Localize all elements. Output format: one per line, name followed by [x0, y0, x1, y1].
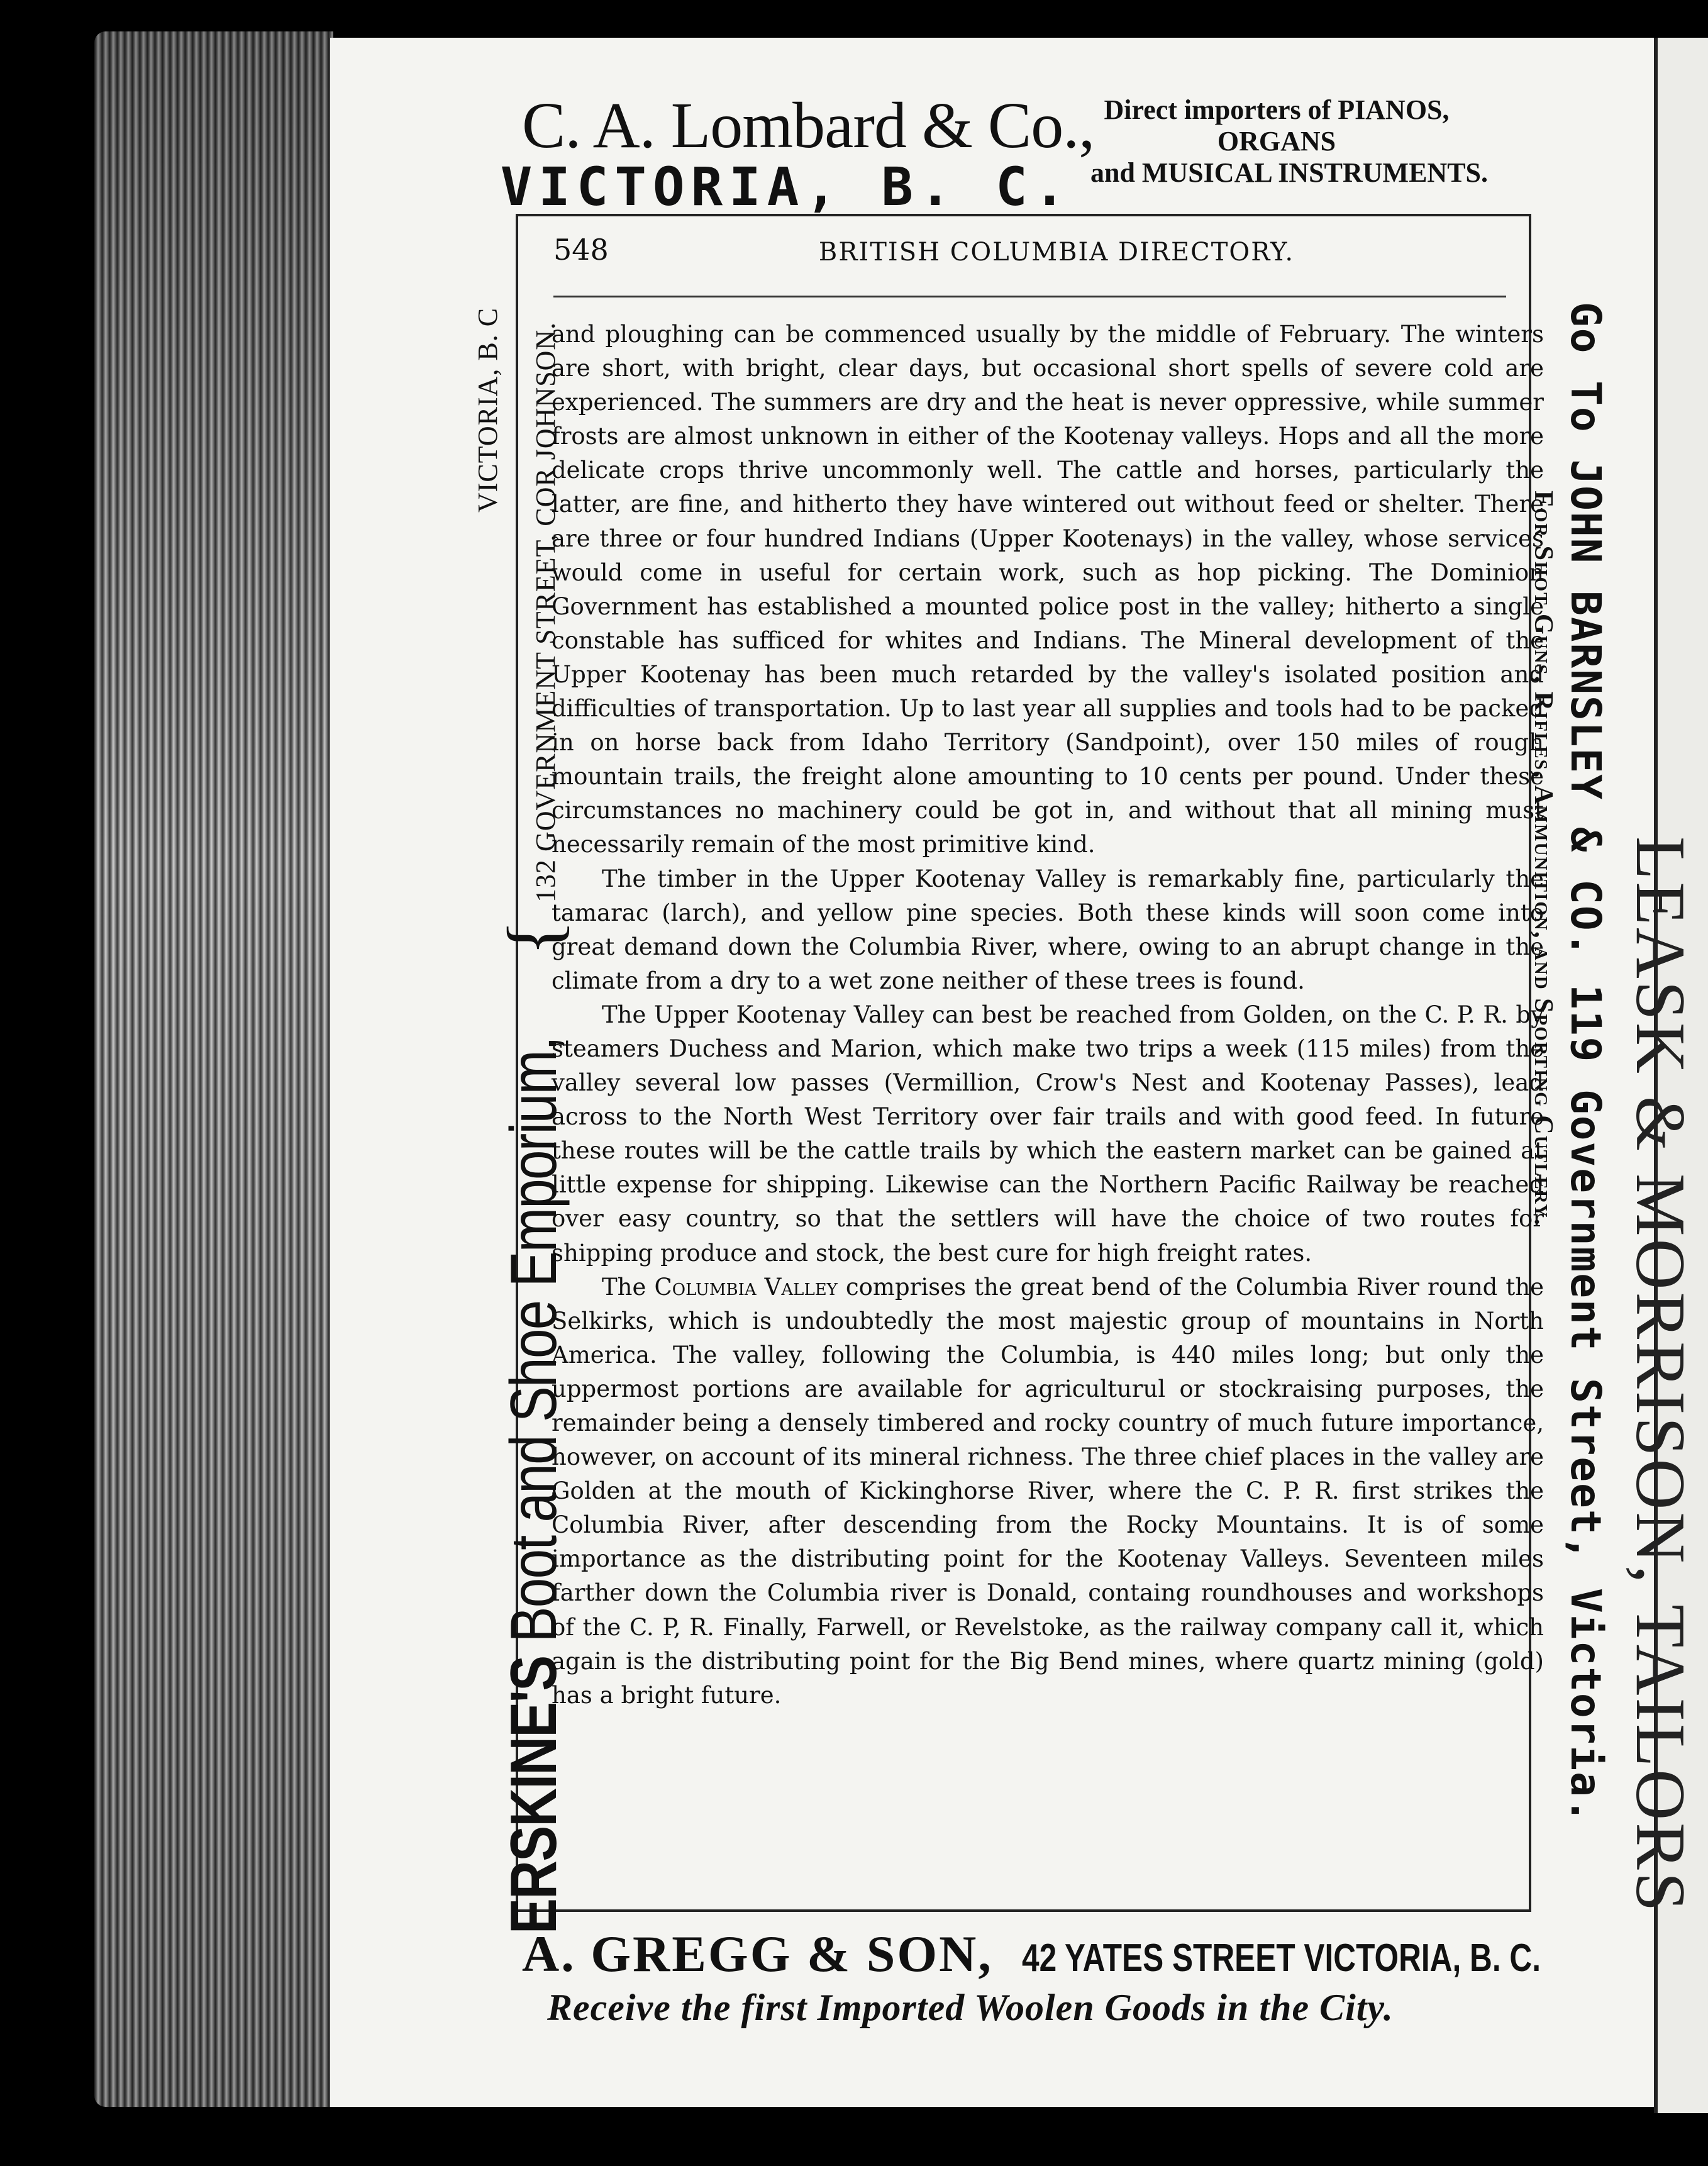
paragraph-3: The Upper Kootenay Valley can best be reached from Golden, on the C. P. R. by steamers Duchess and Marion, which make two trips a week (115 miles) from the valley several low passes (Vermillion, Crow's Nest and Kootenay Passes), lead across to the North West Territory over fair trails and with good feed. In future these routes will be the cattle trails by which the eastern market can be gained at little expense for shipping. Likewise can the Northern Pacific Railway be reached over easy country, so that the settlers will have the choice of two routes for shipping produce and stock, the best cure for high freight rates. — [552, 1001, 1544, 1267]
erskine-name-bold: ERSKINE'S — [497, 1656, 570, 1934]
lombard-line-1: Direct importers of PIANOS, ORGANS — [1104, 94, 1450, 157]
erskine-address: 132 GOVERNMENT STREET, COR JOHNSON. — [530, 321, 561, 903]
lombard-city: VICTORIA, B. C. — [500, 156, 1072, 218]
header-rule — [553, 296, 1506, 297]
gregg-advertisement — [522, 1924, 1553, 2028]
erskine-city: VICTORIA, B. C — [472, 307, 503, 513]
running-head: BRITISH COLUMBIA DIRECTORY. — [818, 238, 1295, 267]
erskine-brace: { — [492, 919, 575, 956]
erskine-name — [497, 1037, 572, 1934]
barnsley-line-2: For Shot Guns, Rifles, Ammunition, and Sporting Cutlery. — [1529, 491, 1558, 1227]
barnsley-advertisement — [1484, 302, 1610, 2126]
lombard-firm-name: C. A. Lombard & Co., — [522, 89, 1095, 162]
paragraph-4-text: comprises the great bend of the Columbia River round the Selkirks, which is undoubtedly the most majestic group of mountains in North America. The valley, following the Columbia, is 440 miles long; but only the uppermost portions are available for agriculturul or stockraising purposes, the remainder being a densely timbered and rocky country of much future importance, however, on account of its mineral richness. The three chief places in the valley are Golden at the mouth of Kickinghorse River, where the C. P. R. first strikes the Columbia River, after descending from the Rocky Mountains. It is of some importance as the distributing point for the Kootenay Valleys. Seventeen miles farther down the Columbia river is Donald, containg roundhouses and workshops of the C. P, R. Finally, Farwell, or Revelstoke, as the railway company call it, which again is the distributing point for the Big Bend mines, where quartz mining (gold) has a bright future. — [552, 1273, 1544, 1709]
gregg-tagline: Receive the first Imported Woolen Goods in the City. — [547, 1987, 1394, 2028]
barnsley-line-1: Go To JOHN BARNSLEY & CO. 119 Government Street, Victoria. — [1561, 302, 1610, 1824]
gregg-address: 42 YATES STREET VICTORIA, B. C. — [1022, 1936, 1541, 1980]
erskine-advertisement — [472, 173, 623, 1934]
page-number: 548 — [553, 233, 609, 267]
lombard-line-2: and MUSICAL INSTRUMENTS. — [1090, 157, 1489, 188]
erskine-name-rest: Boot and Shoe Emporium, — [497, 1036, 570, 1643]
lombard-importers-text — [1050, 94, 1503, 189]
paragraph-1: and ploughing can be commenced usually by the middle of February. The winters are short, with bright, clear days, but occasional short spells of severe cold are experienced. The summers are dry and the heat is never oppressive, while summer frosts are almost unknown in either of the Kootenay valleys. Hops and all the more delicate crops thrive uncommonly well. The cattle and horses, particularly the latter, are fine, and hitherto they have wintered out without feed or shelter. There are three or four hundred Indians (Upper Kootenays) in the valley, whose services would come in useful for certain work, such as hop picking. The Dominion Government has established a mounted police post in the valley; hitherto a single constable has sufficed for whites and Indians. The Mineral development of the Upper Kootenay has been much retarded by the valley's isolated position and difficulties of transportation. Up to last year all supplies and tools had to be packed in on horse back from Idaho Territory (Sandpoint), over 150 miles of rough mountain trails, the freight alone amounting to 10 cents per pound. Under these circumstances no machinery could be got in, and without that all mining must necessarily remain of the most primitive kind. — [552, 321, 1544, 858]
gregg-firm-name: A. GREGG & SON, — [522, 1925, 993, 1982]
paragraph-4-lead: The — [602, 1273, 646, 1301]
columbia-valley-heading: Columbia Valley — [654, 1273, 838, 1301]
book-fore-edge-shade — [94, 31, 333, 2107]
leask-morrison-advertisement: LEASK & MORRISON, TAILORS — [1621, 836, 1699, 1914]
paragraph-4 — [552, 1270, 1544, 1713]
body-text — [552, 318, 1544, 1713]
paragraph-2: The timber in the Upper Kootenay Valley is remarkably fine, particularly the tamarac (larch), and yellow pine species. Both these kinds will soon come into great demand down the Columbia River, where, owing to an abrupt change in the climate from a dry to a wet zone neither of these trees is found. — [552, 865, 1544, 994]
